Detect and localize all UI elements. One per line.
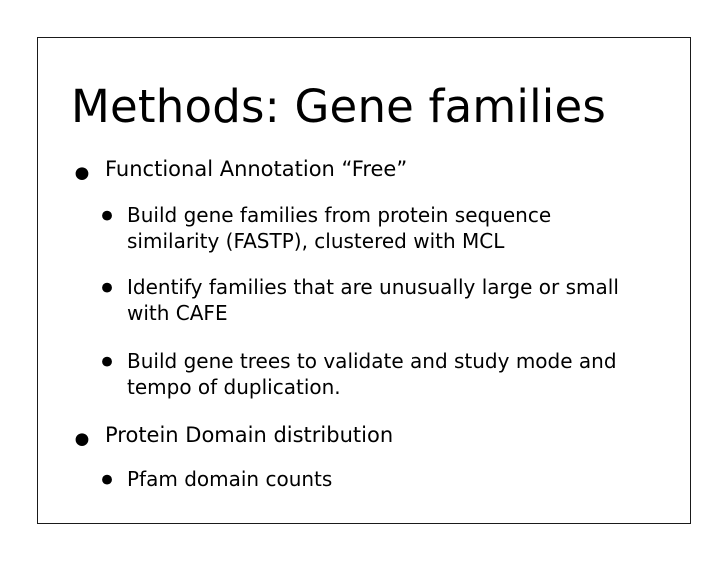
bullet-text-line1: Pfam domain counts	[127, 467, 333, 491]
bullet-text: Protein Domain distribution	[105, 423, 394, 447]
bullet-text-line2: with CAFE	[127, 301, 228, 325]
bullet-text: Functional Annotation “Free”	[105, 157, 408, 181]
bullet-text-line2: tempo of duplication.	[127, 375, 341, 399]
bullet-dot: •	[97, 343, 118, 383]
bullet-build-gene-trees	[97, 343, 617, 400]
bullet-dot: •	[97, 269, 118, 309]
bullet-text-line2: similarity (FASTP), clustered with MCL	[127, 229, 505, 253]
bullet-pfam-domain-counts	[97, 461, 333, 501]
bullet-functional-annotation	[69, 150, 408, 201]
bullet-protein-domain	[69, 416, 394, 467]
bullet-dot: •	[97, 461, 118, 501]
bullet-identify-families	[97, 269, 619, 326]
bullet-text-line1: Identify families that are unusually large or small	[127, 275, 619, 299]
bullet-text-line1: Build gene trees to validate and study mode and	[127, 349, 617, 373]
bullet-build-gene-families	[97, 197, 552, 254]
bullet-dot: •	[97, 197, 118, 237]
bullet-dot: •	[69, 150, 95, 201]
slide-title: Methods: Gene families	[71, 80, 607, 133]
bullet-text-line1: Build gene families from protein sequence	[127, 203, 552, 227]
bullet-dot: •	[69, 416, 95, 467]
